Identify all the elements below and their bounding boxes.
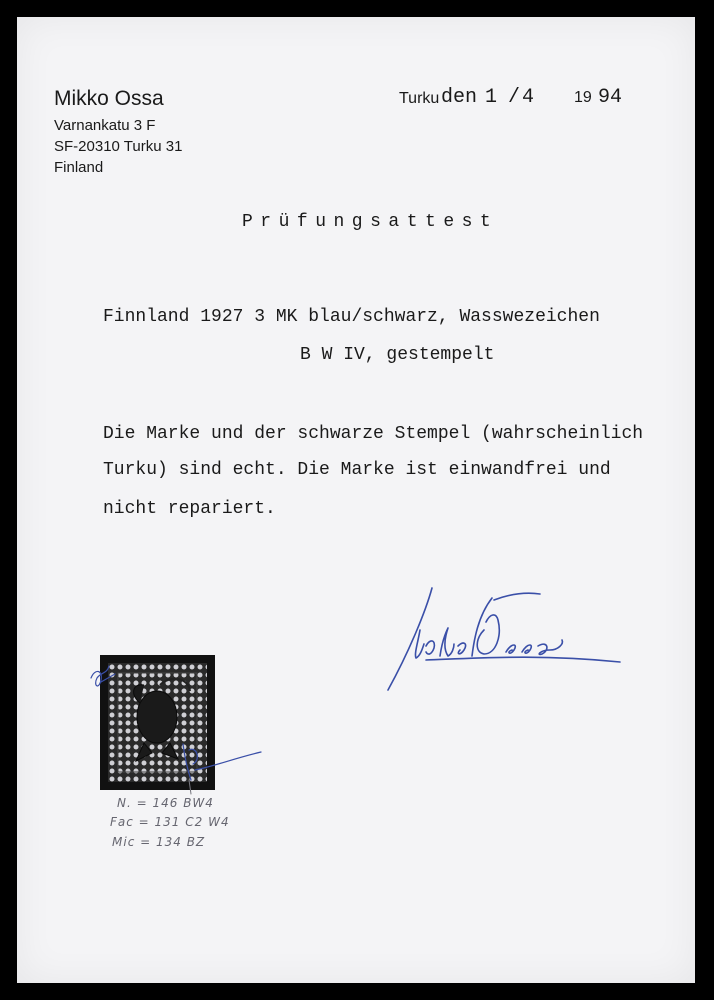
date-century: 19	[574, 89, 592, 106]
sender-name: Mikko Ossa	[54, 87, 164, 110]
date-year: 94	[598, 86, 623, 109]
stamp-description-line-1: Finnland 1927 3 MK blau/schwarz, Wasswezeichen	[103, 307, 600, 327]
sender-country: Finland	[54, 159, 104, 176]
handwritten-note-2: Fac = 131 C2 W4	[110, 815, 230, 829]
sender-postcode-city: SF-20310 Turku 31	[54, 138, 183, 155]
stamp-description-line-2: B W IV, gestempelt	[300, 345, 495, 365]
body-text-line-3: nicht repariert.	[103, 499, 276, 519]
date-separator: /	[508, 86, 521, 109]
pencil-annotation-marks	[85, 660, 285, 800]
body-text-line-1: Die Marke und der schwarze Stempel (wahrscheinlich	[103, 424, 644, 444]
handwritten-note-1: N. = 146 BW4	[117, 796, 214, 810]
sender-street: Varnankatu 3 F	[54, 117, 156, 134]
date-month: 4	[522, 86, 535, 109]
date-den: den	[441, 86, 478, 109]
document-title: Prüfungsattest	[242, 212, 499, 232]
date-city: Turku	[399, 90, 440, 107]
date-day: 1	[485, 86, 498, 109]
handwritten-note-3: Mic = 134 BZ	[112, 835, 206, 849]
handwritten-signature	[380, 580, 630, 700]
body-text-line-2: Turku) sind echt. Die Marke ist einwandfrei und	[103, 460, 611, 480]
